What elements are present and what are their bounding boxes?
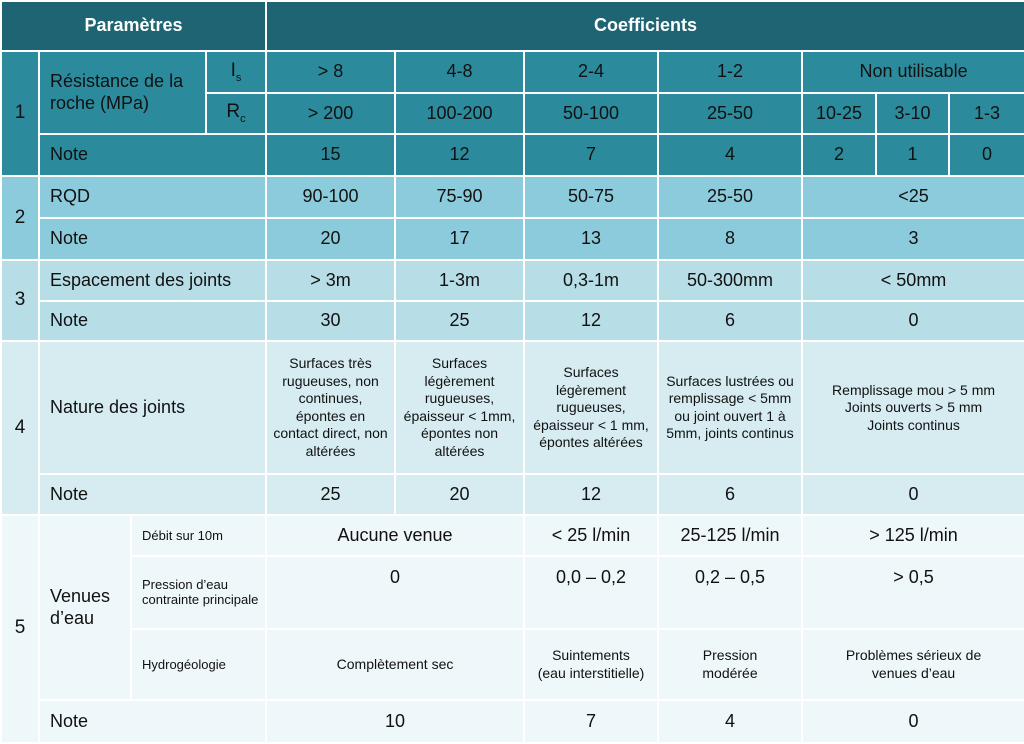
nature-description: Surfaces légèrement rugueuses, épaisseur < 1 mm, épontes altérées [524, 341, 658, 474]
hydro-value: Suintements (eau interstitielle) [524, 629, 658, 701]
rqd-value: 75-90 [395, 176, 524, 218]
note-value: 1 [876, 134, 949, 175]
pression-value: 0,0 – 0,2 [524, 556, 658, 629]
note-label: Note [39, 218, 266, 260]
rc-value: > 200 [266, 93, 395, 134]
nature-description: Surfaces très rugueuses, non continues, épontes en contact direct, non altérées [266, 341, 395, 474]
rc-value: 3-10 [876, 93, 949, 134]
debit-value: Aucune venue [266, 515, 524, 556]
rc-symbol: $R_c$ [206, 93, 266, 134]
note-value: 0 [802, 301, 1024, 341]
note-value: 20 [266, 218, 395, 260]
debit-value: 25-125 l/min [658, 515, 802, 556]
sub-label-hydrogeologie: Hydrogéologie [131, 629, 266, 701]
header-coefficients: Coefficients [266, 1, 1024, 51]
param-label-espacement: Espacement des joints [39, 260, 266, 300]
note-value: 12 [524, 301, 658, 341]
note-value: 12 [395, 134, 524, 175]
note-label: Note [39, 700, 266, 743]
is-value: 1-2 [658, 51, 802, 92]
header-parametres: Paramètres [1, 1, 266, 51]
nature-description: Remplissage mou > 5 mm Joints ouverts > 5 mm Joints continus [802, 341, 1024, 474]
hydro-value: Pression modérée [658, 629, 802, 701]
is-symbol: $I_s$ [206, 51, 266, 92]
debit-value: > 125 l/min [802, 515, 1024, 556]
rc-value: 1-3 [949, 93, 1024, 134]
debit-value: < 25 l/min [524, 515, 658, 556]
note-value: 25 [266, 474, 395, 514]
hydro-value: Complètement sec [266, 629, 524, 701]
nature-description: Surfaces lustrées ou remplissage < 5mm ou joint ouvert 1 à 5mm, joints continus [658, 341, 802, 474]
is-value: 2-4 [524, 51, 658, 92]
note-value: 12 [524, 474, 658, 514]
param-label-rqd: RQD [39, 176, 266, 218]
note-value: 0 [802, 700, 1024, 743]
note-value: 15 [266, 134, 395, 175]
row-number-2: 2 [1, 176, 39, 261]
rc-value: 25-50 [658, 93, 802, 134]
param-label-resistance: Résistance de la roche (MPa) [39, 51, 206, 134]
espacement-value: > 3m [266, 260, 395, 300]
nature-description: Surfaces légèrement rugueuses, épaisseur < 1mm, épontes non altérées [395, 341, 524, 474]
rqd-value: 25-50 [658, 176, 802, 218]
param-label-venues: Venues d’eau [39, 515, 131, 701]
row-number-3: 3 [1, 260, 39, 341]
sub-label-pression: Pression d’eau contrainte principale [131, 556, 266, 629]
rqd-value: 90-100 [266, 176, 395, 218]
pression-value: 0,2 – 0,5 [658, 556, 802, 629]
note-value: 7 [524, 134, 658, 175]
param-label-nature: Nature des joints [39, 341, 266, 474]
is-value: > 8 [266, 51, 395, 92]
note-label: Note [39, 301, 266, 341]
note-value: 13 [524, 218, 658, 260]
note-value: 3 [802, 218, 1024, 260]
espacement-value: 50-300mm [658, 260, 802, 300]
espacement-value: 0,3-1m [524, 260, 658, 300]
note-value: 2 [802, 134, 876, 175]
row-number-5: 5 [1, 515, 39, 743]
sub-label-debit: Débit sur 10m [131, 515, 266, 556]
note-value: 0 [949, 134, 1024, 175]
note-label: Note [39, 134, 266, 175]
rc-value: 10-25 [802, 93, 876, 134]
hydro-value: Problèmes sérieux de venues d’eau [802, 629, 1024, 701]
note-value: 6 [658, 474, 802, 514]
note-value: 0 [802, 474, 1024, 514]
rqd-value: 50-75 [524, 176, 658, 218]
row-number-4: 4 [1, 341, 39, 515]
note-value: 25 [395, 301, 524, 341]
row-number-1: 1 [1, 51, 39, 175]
note-value: 8 [658, 218, 802, 260]
is-value: Non utilisable [802, 51, 1024, 92]
note-value: 10 [266, 700, 524, 743]
note-value: 4 [658, 134, 802, 175]
note-value: 20 [395, 474, 524, 514]
espacement-value: 1-3m [395, 260, 524, 300]
is-value: 4-8 [395, 51, 524, 92]
rc-value: 50-100 [524, 93, 658, 134]
note-value: 30 [266, 301, 395, 341]
rc-value: 100-200 [395, 93, 524, 134]
espacement-value: < 50mm [802, 260, 1024, 300]
note-value: 7 [524, 700, 658, 743]
note-value: 17 [395, 218, 524, 260]
note-value: 6 [658, 301, 802, 341]
note-value: 4 [658, 700, 802, 743]
pression-value: > 0,5 [802, 556, 1024, 629]
note-label: Note [39, 474, 266, 514]
pression-value: 0 [266, 556, 524, 629]
rqd-value: <25 [802, 176, 1024, 218]
